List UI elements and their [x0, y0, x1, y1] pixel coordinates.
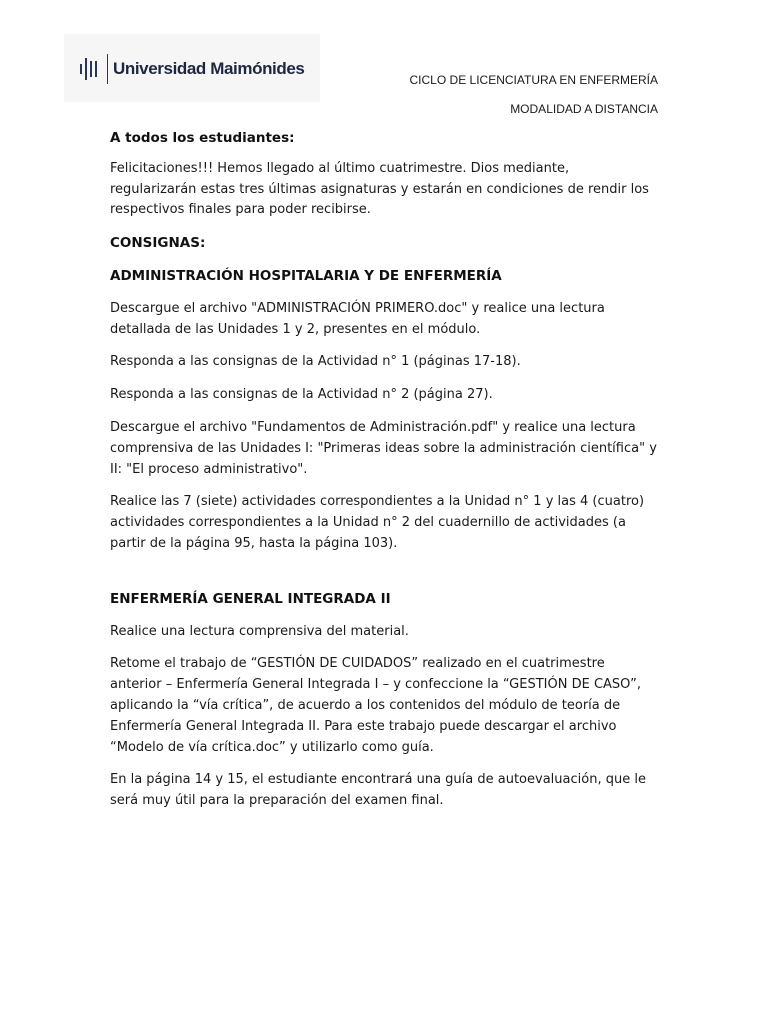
section1-paragraph: Descargue el archivo "ADMINISTRACIÓN PRIMERO.doc" y realice una lectura detallada de las Unidades 1 y 2, presentes en el módulo.: [110, 300, 605, 337]
university-logo: [80, 52, 304, 86]
consignas-heading: CONSIGNAS:: [110, 235, 206, 252]
section1-paragraph: Responda a las consignas de la Actividad n° 1 (páginas 17-18).: [110, 354, 521, 370]
section2-paragraph: Retome el trabajo de “GESTIÓN DE CUIDADOS” realizado en el cuatrimestre anterior – Enfermería General Integrada I – y confeccione la “GESTIÓN DE CASO”, aplicando la “vía crítica”, de acuerdo a los contenidos del módulo de teoría de Enfermería General Integrada II. Para este trabajo puede descargar el archivo “Modelo de vía crítica.doc” y utilizarlo como guía.: [110, 656, 642, 755]
document-body: [110, 128, 658, 824]
greeting: A todos los estudiantes:: [110, 130, 295, 146]
intro-paragraph: Felicitaciones!!! Hemos llegado al último cuatrimestre. Dios mediante, regularizarán estas tres últimas asignaturas y estarán en condiciones de rendir los respectivos finales para poder recibirse.: [110, 160, 649, 218]
section1-paragraph: Realice las 7 (siete) actividades correspondientes a la Unidad n° 1 y las 4 (cuatro) actividades correspondientes a la Unidad n° 2 del cuadernillo de actividades (a partir de la página 95, hasta la página 103).: [110, 494, 645, 551]
section2-paragraph: Realice una lectura comprensiva del material.: [110, 623, 409, 639]
section1-paragraph: Responda a las consignas de la Actividad n° 2 (página 27).: [110, 387, 493, 403]
section1-paragraph: Descargue el archivo "Fundamentos de Administración.pdf" y realice una lectura comprensiva de las Unidades I: "Primeras ideas sobre la administración científica" y II: "El proceso administrativo".: [110, 419, 657, 477]
section-title-enfermeria: ENFERMERÍA GENERAL INTEGRADA II: [110, 590, 391, 607]
program-modality: MODALIDAD A DISTANCIA: [510, 102, 658, 116]
logo-divider: [107, 54, 108, 84]
program-title: CICLO DE LICENCIATURA EN ENFERMERÍA: [409, 73, 658, 87]
university-name: Universidad Maimónides: [113, 59, 305, 78]
university-logo-bars-icon: [80, 58, 97, 80]
section2-paragraph: En la página 14 y 15, el estudiante encontrará una guía de autoevaluación, que le será muy útil para la preparación del examen final.: [110, 772, 646, 809]
section-title-administracion: ADMINISTRACIÓN HOSPITALARIA Y DE ENFERMERÍA: [110, 267, 502, 284]
